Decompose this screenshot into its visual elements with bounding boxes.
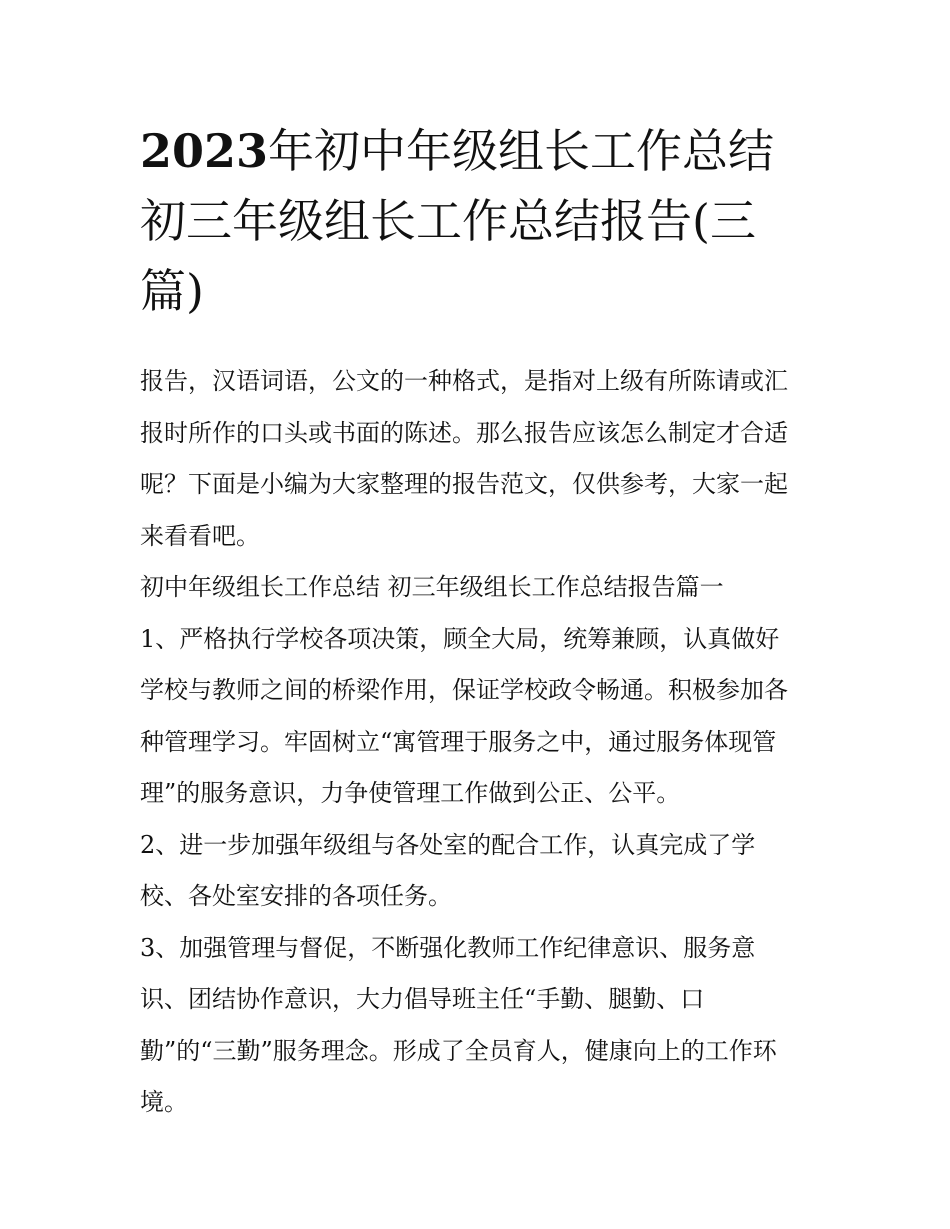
- item-1-line: 理”的服务意识，力争使管理工作做到公正、公平。: [140, 779, 681, 807]
- item-2-paragraph: [140, 820, 830, 923]
- item-3-line: 3、加强管理与督促，不断强化教师工作纪律意识、服务意: [140, 933, 756, 962]
- item-1-line: 学校与教师之间的桥梁作用，保证学校政令畅通。积极参加各: [140, 676, 788, 704]
- intro-line: 来看看吧。: [140, 521, 260, 550]
- intro-line: 报时所作的口头或书面的陈述。那么报告应该怎么制定才合适: [140, 418, 788, 447]
- title-line-2: 初三年级组长工作总结报告(三: [140, 194, 756, 248]
- item-1-line: 1、严格执行学校各项决策，顾全大局，统筹兼顾，认真做好: [140, 624, 780, 653]
- title-line-1: [140, 116, 830, 186]
- document-title: [140, 116, 830, 326]
- item-3-paragraph: [140, 923, 830, 1129]
- section-heading: [140, 562, 830, 614]
- section-heading-text: 初中年级组长工作总结 初三年级组长工作总结报告篇一: [140, 573, 724, 601]
- item-2-line: 校、各处室安排的各项任务。: [140, 882, 452, 910]
- item-3-line: 识、团结协作意识，大力倡导班主任“手勤、腿勤、口: [140, 985, 705, 1013]
- item-3-line: 境。: [140, 1088, 188, 1116]
- title-year: 2023: [140, 124, 269, 178]
- item-2-line: 2、进一步加强年级组与各处室的配合工作，认真完成了学: [140, 830, 756, 859]
- title-line-3: 篇): [140, 264, 204, 318]
- item-1-line: 种管理学习。牢固树立“寓管理于服务之中，通过服务体现管: [140, 727, 777, 756]
- title-line-1-text: 年初中年级组长工作总结: [268, 124, 775, 178]
- item-1-paragraph: [140, 614, 830, 820]
- document-body: [140, 356, 830, 1129]
- item-3-line: 勤”的“三勤”服务理念。形成了全员育人，健康向上的工作环: [140, 1036, 777, 1065]
- intro-line: 报告，汉语词语，公文的一种格式，是指对上级有所陈请或汇: [140, 367, 788, 395]
- intro-paragraph: [140, 356, 830, 562]
- intro-line: 呢？下面是小编为大家整理的报告范文，仅供参考，大家一起: [140, 470, 788, 498]
